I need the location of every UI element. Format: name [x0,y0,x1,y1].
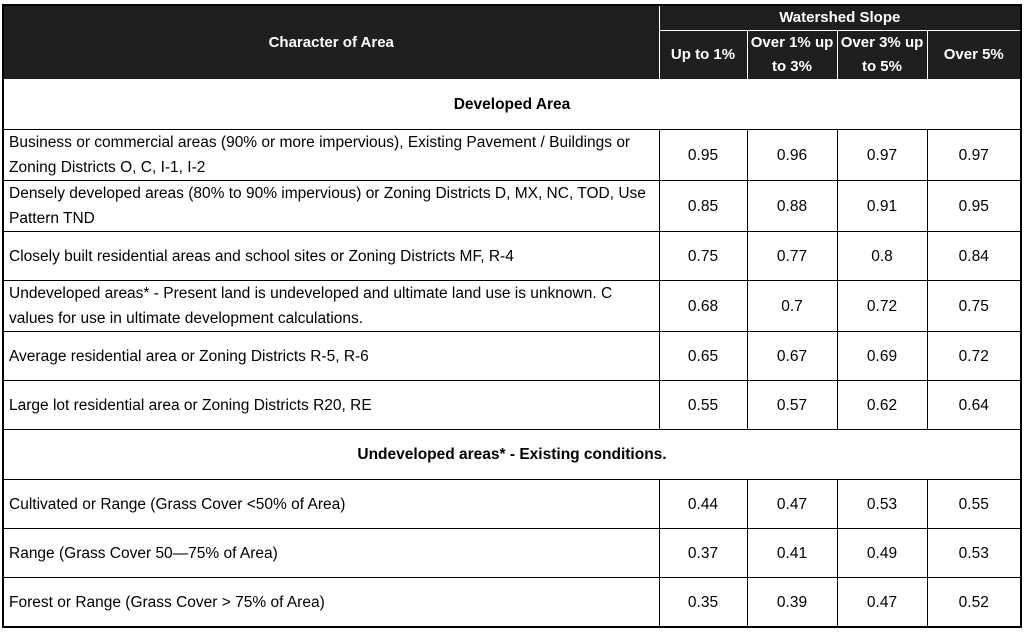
coefficient-cell: 0.64 [927,381,1021,430]
coefficient-cell: 0.95 [659,130,747,181]
runoff-coefficient-table [2,4,1022,628]
table-row [3,480,1021,529]
table-header [3,5,1021,80]
table-row [3,130,1021,181]
area-description: Range (Grass Cover 50—75% of Area) [3,529,659,578]
section-title: Undeveloped areas* - Existing conditions. [3,430,1021,480]
coefficient-cell: 0.75 [927,281,1021,332]
coefficient-cell: 0.77 [747,232,837,281]
coefficient-cell: 0.97 [927,130,1021,181]
coefficient-cell: 0.85 [659,181,747,232]
coefficient-cell: 0.69 [837,332,927,381]
coefficient-cell: 0.44 [659,480,747,529]
coefficient-cell: 0.39 [747,578,837,628]
area-description: Forest or Range (Grass Cover > 75% of Area) [3,578,659,628]
slope-column-header: Over 1% up to 3% [747,31,837,80]
table-row [3,529,1021,578]
section-title: Developed Area [3,80,1021,130]
coefficient-cell: 0.53 [837,480,927,529]
coefficient-cell: 0.84 [927,232,1021,281]
table-body [3,80,1021,628]
header-row-top [3,5,1021,31]
coefficient-cell: 0.65 [659,332,747,381]
slope-column-header: Up to 1% [659,31,747,80]
table-row [3,381,1021,430]
coefficient-cell: 0.72 [927,332,1021,381]
slope-column-header: Over 5% [927,31,1021,80]
section-row [3,80,1021,130]
coefficient-cell: 0.75 [659,232,747,281]
coefficient-cell: 0.62 [837,381,927,430]
coefficient-cell: 0.91 [837,181,927,232]
coefficient-cell: 0.88 [747,181,837,232]
coefficient-cell: 0.47 [837,578,927,628]
table-row [3,332,1021,381]
area-description: Undeveloped areas* - Present land is undeveloped and ultimate land use is unknown. C values for use in ultimate development calculations. [3,281,659,332]
coefficient-cell: 0.96 [747,130,837,181]
coefficient-cell: 0.55 [659,381,747,430]
area-description: Large lot residential area or Zoning Districts R20, RE [3,381,659,430]
coefficient-cell: 0.72 [837,281,927,332]
table-row [3,281,1021,332]
coefficient-cell: 0.57 [747,381,837,430]
coefficient-cell: 0.41 [747,529,837,578]
watershed-slope-header: Watershed Slope [659,5,1021,31]
area-description: Business or commercial areas (90% or more impervious), Existing Pavement / Buildings or Zoning Districts O, C, I-1, I-2 [3,130,659,181]
coefficient-cell: 0.68 [659,281,747,332]
table-row [3,181,1021,232]
coefficient-cell: 0.52 [927,578,1021,628]
coefficient-cell: 0.35 [659,578,747,628]
slope-column-header: Over 3% up to 5% [837,31,927,80]
coefficient-cell: 0.53 [927,529,1021,578]
character-of-area-header: Character of Area [3,5,659,80]
coefficient-cell: 0.67 [747,332,837,381]
coefficient-cell: 0.97 [837,130,927,181]
table-row [3,578,1021,628]
coefficient-cell: 0.49 [837,529,927,578]
coefficient-cell: 0.8 [837,232,927,281]
area-description: Average residential area or Zoning Districts R-5, R-6 [3,332,659,381]
coefficient-cell: 0.47 [747,480,837,529]
area-description: Closely built residential areas and school sites or Zoning Districts MF, R-4 [3,232,659,281]
area-description: Cultivated or Range (Grass Cover <50% of Area) [3,480,659,529]
table-row [3,232,1021,281]
section-row [3,430,1021,480]
coefficient-cell: 0.95 [927,181,1021,232]
coefficient-cell: 0.7 [747,281,837,332]
runoff-coefficient-table-wrapper [2,4,1022,628]
coefficient-cell: 0.37 [659,529,747,578]
coefficient-cell: 0.55 [927,480,1021,529]
area-description: Densely developed areas (80% to 90% impervious) or Zoning Districts D, MX, NC, TOD, Use Pattern TND [3,181,659,232]
